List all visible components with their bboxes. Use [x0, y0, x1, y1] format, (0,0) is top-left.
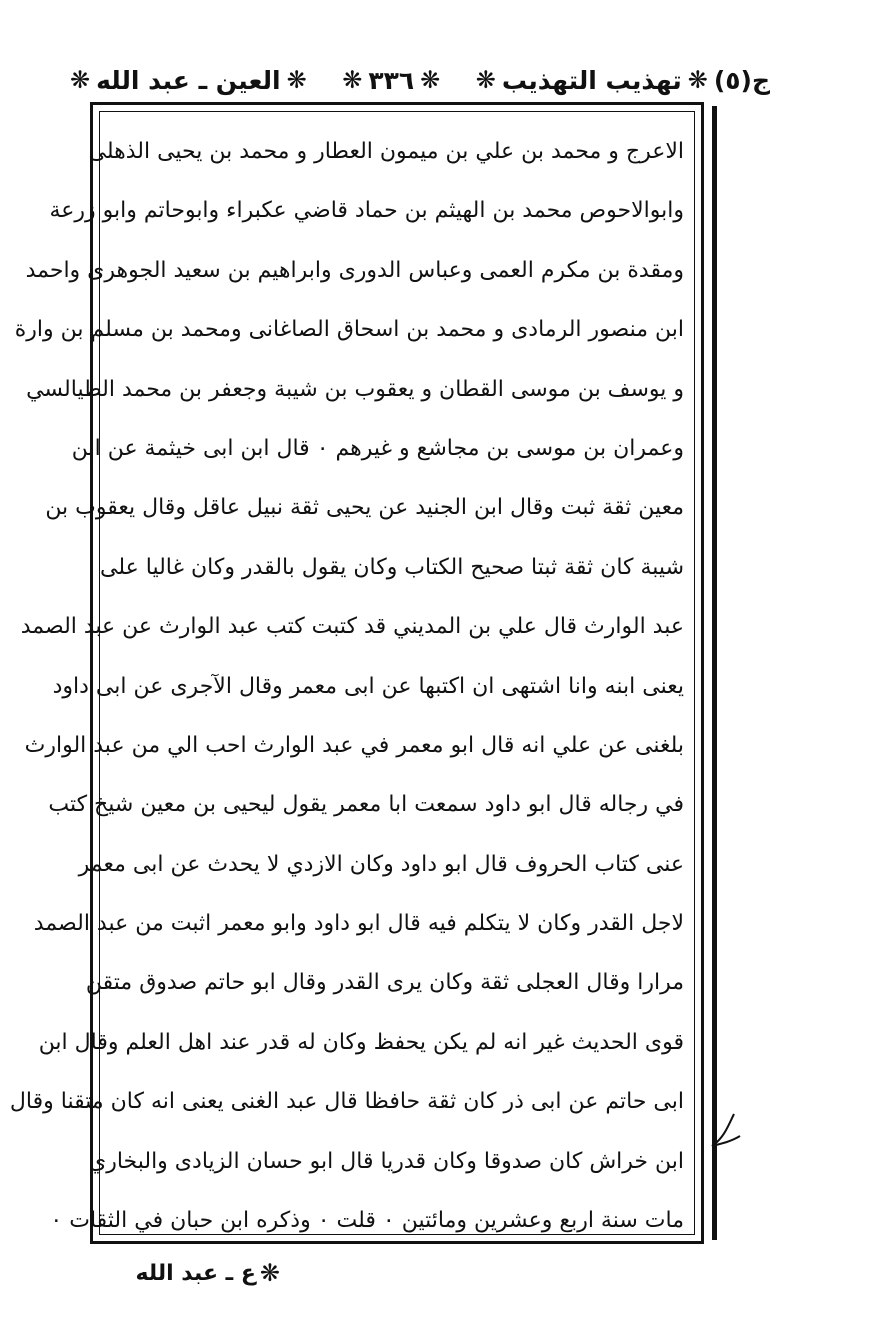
text-line: يعنى ابنه وانا اشتهى ان اكتبها عن ابى معمر وقال الآجرى عن ابى داود: [52, 673, 684, 699]
header-part-segment: [476, 66, 770, 95]
book-title: تهذيب التهذيب: [501, 65, 682, 95]
floral-ornament-icon: ❋: [342, 66, 363, 94]
text-line: ابن خراش كان صدوقا وكان قدريا قال ابو حسان الزيادى والبخاري: [88, 1148, 684, 1174]
entry-heading: العين ـ عبد الله: [96, 65, 281, 95]
text-line: مات سنة اربع وعشرين ومائتين ٠ قلت ٠ وذكره ابن حبان في الثقات ٠: [50, 1208, 684, 1234]
floral-ornament-icon: ❋: [70, 66, 91, 94]
header-page-segment: [342, 66, 440, 95]
catchword: [135, 1255, 280, 1291]
text-line: عنى كتاب الحروف قال ابو داود وكان الازدي لا يحدث عن ابى معمر: [78, 851, 684, 877]
part-number: ج(٥): [713, 65, 770, 95]
text-line: شيبة كان ثقة ثبتا صحيح الكتاب وكان يقول بالقدر وكان غاليا على: [100, 554, 684, 580]
catchword-text: ع ـ عبد الله: [135, 1260, 256, 1286]
text-line: لاجل القدر وكان لا يتكلم فيه قال ابو داود وابو معمر اثبت من عبد الصمد: [33, 911, 684, 937]
body-text-block: [9, 122, 684, 1234]
text-line: عبد الوارث قال علي بن المديني قد كتبت كتب عبد الوارث عن عبد الصمد: [20, 614, 684, 640]
text-line: ومقدة بن مكرم العمى وعباس الدورى وابراهيم بن سعيد الجوهرى واحمد: [25, 257, 684, 283]
text-line: وعمران بن موسى بن مجاشع و غيرهم ٠ قال ابن ابى خيثمة عن ابن: [71, 435, 684, 461]
text-line: الاعرج و محمد بن علي بن ميمون العطار و محمد بن يحيى الذهلى: [88, 139, 684, 164]
floral-ornament-icon: ❋: [475, 66, 496, 94]
text-line: ابن منصور الرمادى و محمد بن اسحاق الصاغانى ومحمد بن مسلم بن وارة: [14, 317, 684, 343]
text-line: في رجاله قال ابو داود سمعت ابا معمر يقول ليحيى بن معين شيخ كتب: [48, 792, 684, 818]
margin-mark-icon: [706, 1112, 746, 1158]
text-line: و يوسف بن موسى القطان و يعقوب بن شيبة وجعفر بن محمد الطيالسي: [26, 376, 684, 402]
text-frame-side-rule: [712, 106, 717, 1240]
text-line: وابوالاحوص محمد بن الهيثم بن حماد قاضي عكبراء وابوحاتم وابو زرعة: [49, 198, 684, 224]
text-line: ابى حاتم عن ابى ذر كان ثقة حافظا قال عبد الغنى يعنى انه كان متقنا وقال: [9, 1089, 684, 1115]
floral-ornament-icon: ❋: [687, 66, 708, 94]
running-header: [70, 55, 770, 105]
text-line: مرارا وقال العجلى ثقة وكان يرى القدر وقال ابو حاتم صدوق متقن: [85, 970, 684, 996]
floral-ornament-icon: ❋: [259, 1259, 280, 1287]
text-line: معين ثقة ثبت وقال ابن الجنيد عن يحيى ثقة نبيل عاقل وقال يعقوب بن: [45, 495, 684, 521]
text-line: بلغنى عن علي انه قال ابو معمر في عبد الوارث احب الي من عبد الوارث: [24, 732, 684, 758]
floral-ornament-icon: ❋: [286, 66, 307, 94]
floral-ornament-icon: ❋: [420, 66, 441, 94]
page-number: ٣٣٦: [368, 65, 415, 95]
text-line: قوى الحديث غير انه لم يكن يحفظ وكان له قدر عند اهل العلم وقال ابن: [38, 1029, 684, 1055]
header-entry-segment: [70, 66, 307, 95]
